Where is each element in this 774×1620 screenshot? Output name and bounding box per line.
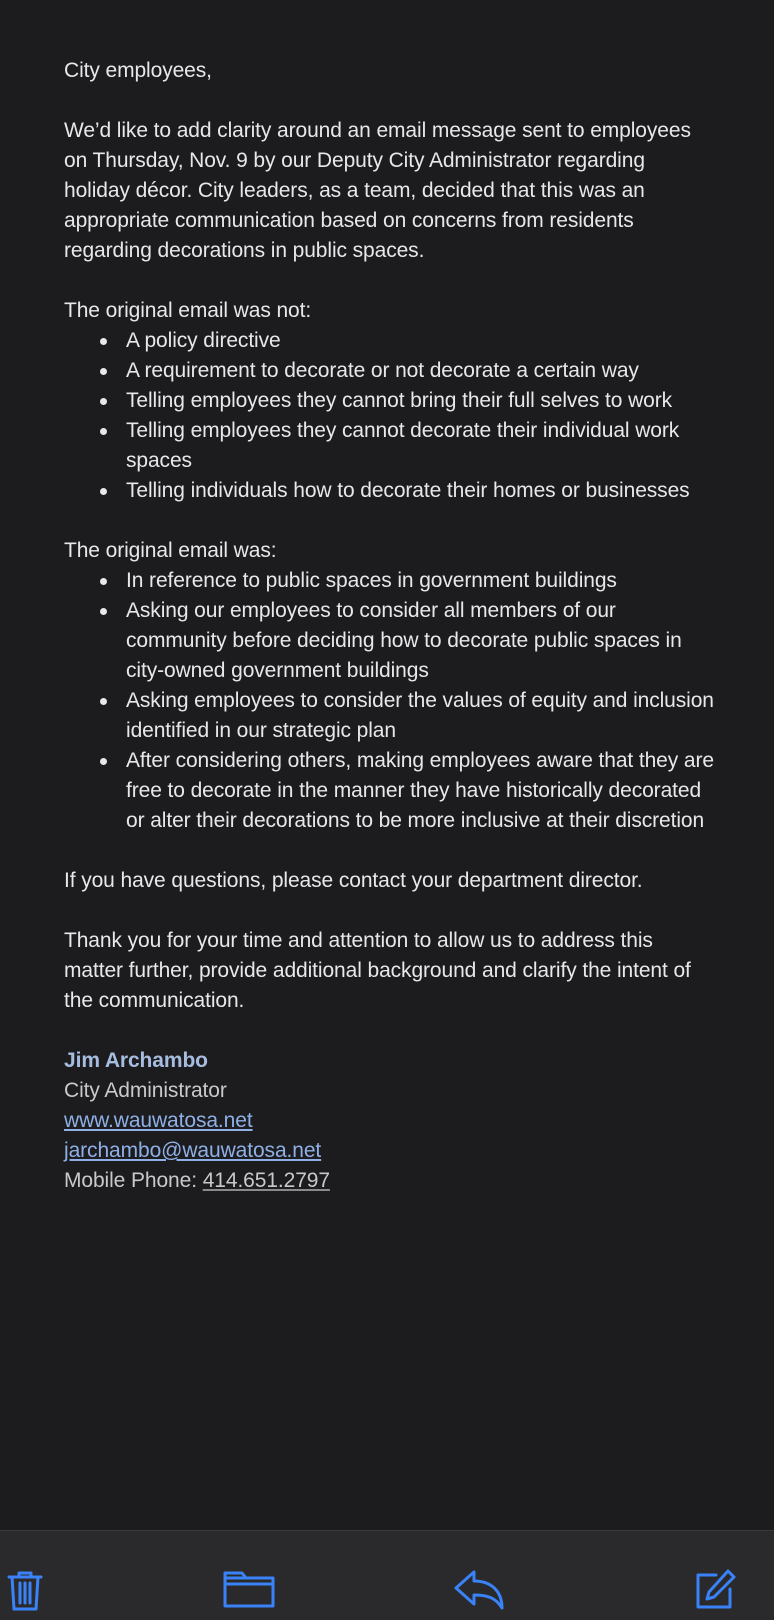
signature — [64, 1046, 714, 1196]
list-item: Telling employees they cannot decorate their individual work spaces — [64, 416, 714, 476]
phone-label: Mobile Phone: — [64, 1169, 203, 1192]
was-heading: The original email was: — [64, 539, 277, 562]
email-body — [64, 56, 714, 1196]
move-to-folder-button[interactable] — [226, 1567, 272, 1613]
trash-icon — [5, 1568, 45, 1612]
questions-paragraph: If you have questions, please contact your department director. — [64, 869, 643, 892]
greeting: City employees, — [64, 59, 212, 82]
list-item: Asking our employees to consider all members of our community before deciding how to decorate public spaces in city-owned government buildings — [64, 596, 714, 686]
signature-name: Jim Archambo — [64, 1049, 208, 1072]
intro-paragraph: We’d like to add clarity around an email message sent to employees on Thursday, Nov. 9 by our Deputy City Administrator regarding holiday décor. City leaders, as a team, decided that this was an appropriate communication based on concerns from residents regarding decorations in public spaces. — [64, 119, 691, 262]
phone-number-link[interactable]: 414.651.2797 — [202, 1169, 330, 1192]
list-item: Asking employees to consider the values of equity and inclusion identified in our strategic plan — [64, 686, 714, 746]
list-item: After considering others, making employees aware that they are free to decorate in the manner they have historically decorated or alter their decorations to be more inclusive at their discretion — [64, 746, 714, 836]
compose-button[interactable] — [692, 1567, 738, 1613]
trash-button[interactable] — [2, 1567, 48, 1613]
website-link[interactable]: www.wauwatosa.net — [64, 1109, 253, 1132]
phone-line — [64, 1166, 714, 1196]
compose-icon — [692, 1567, 738, 1613]
was-list — [64, 566, 714, 836]
thanks-paragraph: Thank you for your time and attention to allow us to address this matter further, provide additional background and clarify the intent of the communication. — [64, 929, 691, 1012]
folder-icon — [222, 1568, 276, 1612]
signature-title: City Administrator — [64, 1079, 227, 1102]
list-item: Telling individuals how to decorate their homes or businesses — [64, 476, 714, 506]
list-item: In reference to public spaces in government buildings — [64, 566, 714, 596]
was-not-list — [64, 326, 714, 506]
bottom-toolbar — [0, 1530, 774, 1620]
was-not-section — [64, 296, 714, 506]
was-not-heading: The original email was not: — [64, 299, 312, 322]
was-section — [64, 536, 714, 836]
reply-icon — [452, 1568, 506, 1612]
list-item: A policy directive — [64, 326, 714, 356]
email-link[interactable]: jarchambo@wauwatosa.net — [64, 1139, 322, 1162]
reply-button[interactable] — [456, 1567, 502, 1613]
list-item: Telling employees they cannot bring their full selves to work — [64, 386, 714, 416]
list-item: A requirement to decorate or not decorate a certain way — [64, 356, 714, 386]
